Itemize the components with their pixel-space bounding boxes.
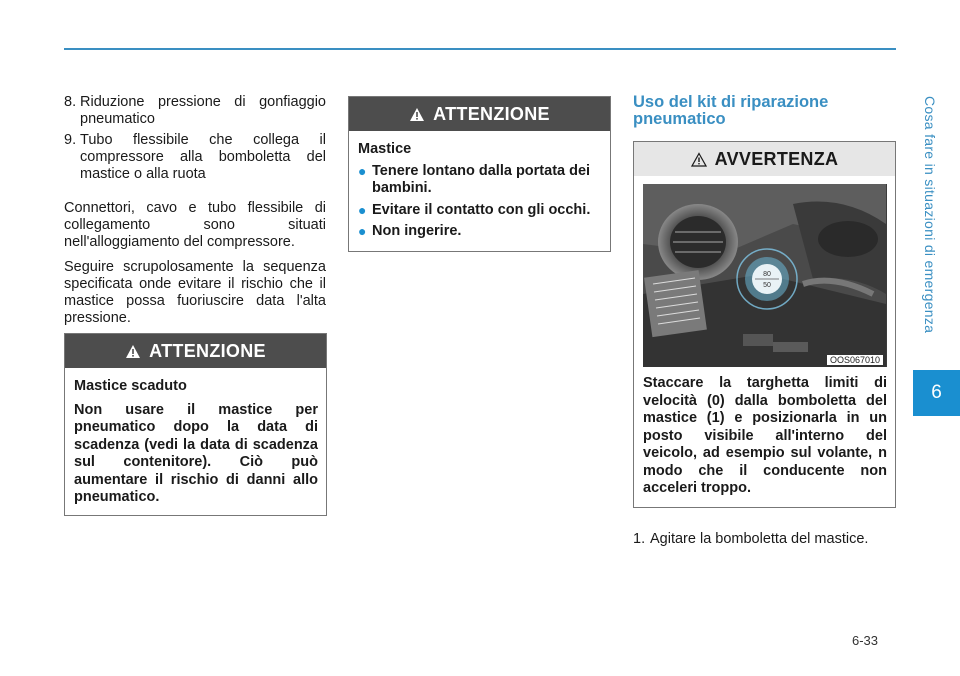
speed-label-80: 80 bbox=[763, 271, 771, 278]
paragraph-connectors: Connettori, cavo e tubo flessibile di collegamento sono situati nell'alloggiamento del compressore. bbox=[64, 200, 326, 250]
paragraph-sequence: Seguire scrupolosamente la sequenza specificata onde evitare il rischio che il mastice possa fuoriuscire data l'alta pressione. bbox=[64, 259, 326, 326]
step-item bbox=[633, 531, 895, 548]
bullet-text: Non ingerire. bbox=[372, 223, 462, 239]
bullet-text: Evitare il contatto con gli occhi. bbox=[372, 201, 591, 218]
page-number: 6-33 bbox=[852, 633, 879, 648]
bullet-item bbox=[358, 163, 602, 198]
chapter-tab[interactable]: 6 bbox=[913, 370, 960, 416]
warning-icon bbox=[125, 344, 141, 359]
warning-icon bbox=[691, 152, 707, 167]
caution-title: Mastice scaduto bbox=[74, 378, 187, 394]
list-item bbox=[64, 132, 326, 183]
bullet-item bbox=[358, 223, 602, 241]
caution-header-label: ATTENZIONE bbox=[149, 340, 266, 361]
bullet-item bbox=[358, 202, 602, 220]
speed-label-50: 50 bbox=[763, 282, 771, 289]
bullet-text: Tenere lontano dalla portata dei bambini. bbox=[372, 162, 591, 196]
dashboard-illustration bbox=[643, 184, 886, 367]
section-heading: Uso del kit di riparazione pneumatico bbox=[633, 93, 829, 128]
list-number: 8. bbox=[64, 94, 77, 110]
bullet-dot-icon: ● bbox=[358, 162, 367, 179]
warning-body bbox=[634, 367, 895, 508]
caution-box-sealant bbox=[348, 96, 611, 252]
caution-text: Non usare il mastice per pneumatico dopo la data di scadenza (vedi la data di scadenza sul contenitore). Ciò può aumentare il rischio di danni allo pneumatico. bbox=[74, 401, 318, 505]
caution-header-label: ATTENZIONE bbox=[433, 103, 550, 124]
warning-icon bbox=[409, 107, 425, 122]
caution-header bbox=[65, 334, 326, 368]
warning-box bbox=[633, 141, 896, 508]
top-rule bbox=[64, 48, 896, 50]
list-text: Riduzione pressione di gonfiaggio pneumatico bbox=[80, 94, 326, 127]
list-text: Tubo flessibile che collega il compressore alla bomboletta del mastice o alla ruota bbox=[80, 132, 326, 182]
list-number: 9. bbox=[64, 132, 77, 148]
dashboard-photo bbox=[643, 184, 887, 367]
chapter-side-title: Cosa fare in situazioni di emergenza bbox=[922, 96, 938, 334]
bullet-dot-icon: ● bbox=[358, 223, 367, 239]
step-number: 1. bbox=[633, 531, 646, 547]
step-text: Agitare la bomboletta del mastice. bbox=[650, 531, 869, 547]
caution-body bbox=[349, 131, 610, 251]
warning-header-label: AVVERTENZA bbox=[714, 148, 839, 169]
warning-header bbox=[634, 142, 895, 176]
image-code: OOS067010 bbox=[827, 355, 883, 365]
column-left bbox=[64, 94, 326, 327]
warning-text: Staccare la targhetta limiti di velocità (0) dalla bomboletta del mastice (1) e posizionarla in un posto visibile all'interno del veicolo, ad esempio sul volante, n modo che il conducente non acceleri troppo. bbox=[643, 375, 887, 496]
caution-title: Mastice bbox=[358, 141, 412, 157]
bullet-dot-icon: ● bbox=[358, 201, 367, 218]
list-item bbox=[64, 94, 326, 128]
caution-box-expired-sealant bbox=[64, 333, 327, 516]
caution-body bbox=[65, 368, 326, 517]
caution-header bbox=[349, 97, 610, 131]
